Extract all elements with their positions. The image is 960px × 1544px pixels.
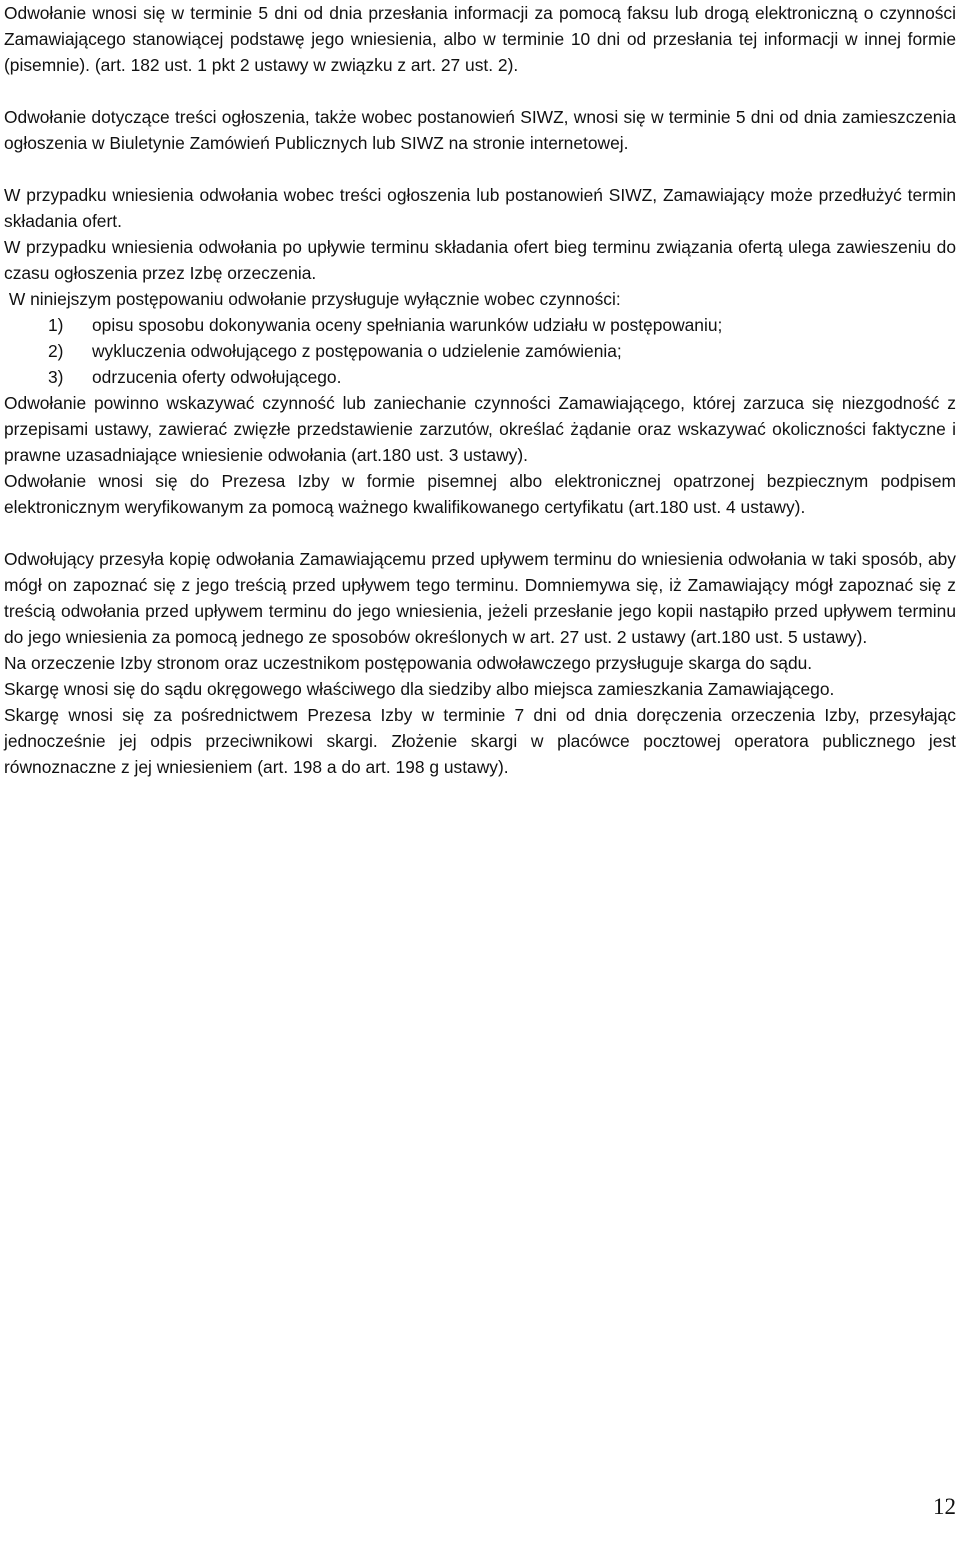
list-item: [4, 338, 956, 364]
paragraph-appeal-deadline: Odwołanie wnosi się w terminie 5 dni od dnia przesłania informacji za pomocą faksu lub drogą elektroniczną o czynności Zamawiającego stanowiącej podstawę jego wniesienia, albo w terminie 10 dni od przesłania tej informacji w innej formie (pisemnie). (art. 182 ust. 1 pkt 2 ustawy w związku z art. 27 ust. 2).: [4, 3, 956, 75]
paragraph-appeal-copy: Odwołujący przesyła kopię odwołania Zamawiającemu przed upływem terminu do wniesienia odwołania w taki sposób, aby mógł on zapoznać się z jego treścią przed upływem tego terminu. Domniemywa się, iż Zamawiający mógł zapoznać się z treścią odwołania przed upływem terminu do jego wniesienia, jeżeli przesłanie jego kopii nastąpiło przed upływem terminu do jego wniesienia za pomocą jednego ze sposobów określonych w art. 27 ust. 2 ustawy (art.180 ust. 5 ustawy).: [4, 549, 956, 647]
list-item: [4, 364, 956, 390]
appeal-scope-list: [4, 312, 956, 390]
list-item-number: 2): [48, 341, 64, 361]
paragraph-list-intro: W niniejszym postępowaniu odwołanie przysługuje wyłącznie wobec czynności:: [4, 289, 621, 309]
paragraph-complaint-filing: Skargę wnosi się za pośrednictwem Prezesa Izby w terminie 7 dni od dnia doręczenia orzeczenia Izby, przesyłając jednocześnie jej odpis przeciwnikowi skargi. Złożenie skargi w placówce pocztowej operatora publicznego jest równoznaczne z jej wniesieniem (art. 198 a do art. 198 g ustawy).: [4, 705, 956, 777]
paragraph-appeal-content: Odwołanie powinno wskazywać czynność lub zaniechanie czynności Zamawiającego, której zarzuca się niezgodność z przepisami ustawy, zawierać zwięzłe przedstawienie zarzutów, określać żądanie oraz wskazywać okoliczności faktyczne i prawne uzasadniające wniesienie odwołania (art.180 ust. 3 ustawy).: [4, 393, 956, 465]
paragraph-court-jurisdiction: Skargę wnosi się do sądu okręgowego właściwego dla siedziby albo miejsca zamieszkania Zamawiającego.: [4, 679, 835, 699]
document-page: [4, 0, 956, 780]
paragraph-appeal-form: Odwołanie wnosi się do Prezesa Izby w formie pisemnej albo elektronicznej opatrzonej bezpiecznym podpisem elektronicznym weryfikowanym za pomocą ważnego kwalifikowanego certyfikatu (art.180 ust. 4 ustawy).: [4, 471, 956, 517]
list-item-text: wykluczenia odwołującego z postępowania o udzielenie zamówienia;: [92, 341, 622, 361]
list-item-number: 1): [48, 315, 64, 335]
paragraph-court-complaint: Na orzeczenie Izby stronom oraz uczestnikom postępowania odwoławczego przysługuje skarga do sądu.: [4, 653, 813, 673]
list-item-text: odrzucenia oferty odwołującego.: [92, 367, 342, 387]
page-number: 12: [933, 1494, 956, 1519]
list-item-number: 3): [48, 367, 64, 387]
paragraph-appeal-announcement: Odwołanie dotyczące treści ogłoszenia, także wobec postanowień SIWZ, wnosi się w terminie 5 dni od dnia zamieszczenia ogłoszenia w Biuletynie Zamówień Publicznych lub SIWZ na stronie internetowej.: [4, 107, 956, 153]
list-item: [4, 312, 956, 338]
paragraph-deadline-extension: W przypadku wniesienia odwołania wobec treści ogłoszenia lub postanowień SIWZ, Zamawiający może przedłużyć termin składania ofert.: [4, 185, 956, 231]
paragraph-binding-suspension: W przypadku wniesienia odwołania po upływie terminu składania ofert bieg terminu związania ofertą ulega zawieszeniu do czasu ogłoszenia przez Izbę orzeczenia.: [4, 237, 956, 283]
list-item-text: opisu sposobu dokonywania oceny spełniania warunków udziału w postępowaniu;: [92, 315, 723, 335]
